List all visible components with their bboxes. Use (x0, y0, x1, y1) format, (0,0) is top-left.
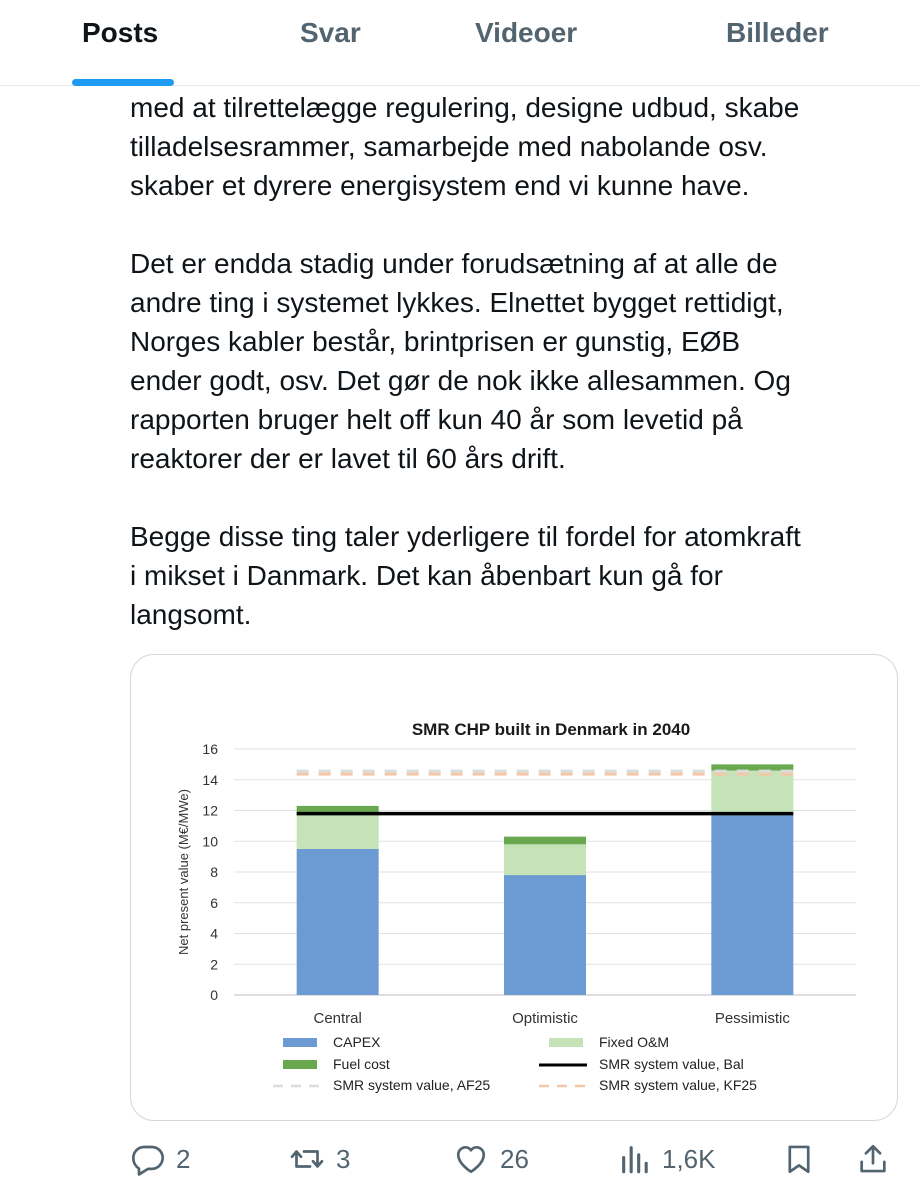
profile-tabs (0, 0, 920, 86)
y-tick-label: 16 (202, 741, 218, 757)
like-button[interactable] (452, 1136, 529, 1182)
legend-swatch (283, 1060, 317, 1069)
y-tick-label: 14 (202, 771, 218, 788)
x-tick-label: Pessimistic (714, 1010, 790, 1027)
y-tick-label: 10 (202, 833, 218, 850)
post-text (130, 88, 900, 634)
legend-swatch (549, 1038, 583, 1047)
bar-capex (711, 815, 793, 995)
reply-icon (130, 1141, 166, 1177)
bar-fixed-o-m (297, 812, 379, 849)
tab-billeder[interactable]: Billeder (726, 17, 829, 48)
bookmark-button[interactable] (782, 1136, 816, 1182)
share-icon (856, 1141, 890, 1177)
x-tick-label: Optimistic (512, 1010, 578, 1027)
legend-label: Fixed O&M (599, 1034, 670, 1050)
chart-title: SMR CHP built in Denmark in 2040 (411, 720, 691, 739)
tab-svar[interactable]: Svar (300, 17, 361, 48)
bar-capex (297, 849, 379, 995)
repost-count: 3 (336, 1143, 351, 1174)
text-line: andre ting i systemet lykkes. Elnettet bygget rettidigt, (130, 287, 784, 318)
x-tick-label: Central (313, 1010, 362, 1027)
post-paragraph (130, 517, 900, 634)
chart (131, 655, 898, 1121)
heart-icon (452, 1141, 490, 1177)
legend-swatch (283, 1038, 317, 1047)
legend-label: SMR system value, AF25 (333, 1077, 491, 1093)
views-count: 1,6K (662, 1143, 716, 1174)
text-line: med at tilrettelægge regulering, designe udbud, skabe (130, 92, 800, 123)
reply-count: 2 (176, 1143, 191, 1174)
legend-label: SMR system value, Bal (599, 1056, 744, 1072)
text-line: Norges kabler består, brintprisen er gunstig, EØB (130, 326, 741, 357)
text-line: reaktorer der er lavet til 60 års drift. (130, 443, 566, 474)
bar-fuel-cost (297, 806, 379, 812)
share-button[interactable] (856, 1136, 890, 1182)
views-icon (618, 1141, 652, 1177)
text-line: rapporten bruger helt off kun 40 år som levetid på (130, 404, 743, 435)
post-paragraph (130, 88, 900, 205)
legend-label: Fuel cost (333, 1056, 390, 1072)
text-line: Det er endda stadig under forudsætning af at alle de (130, 248, 778, 279)
repost-button[interactable] (288, 1136, 350, 1182)
bar-fixed-o-m (711, 771, 793, 816)
like-count: 26 (500, 1143, 529, 1174)
post-paragraph (130, 244, 900, 478)
text-line: langsomt. (130, 599, 252, 630)
reply-button[interactable] (130, 1136, 190, 1182)
y-axis-label: Net present value (M€/MWe) (176, 789, 191, 955)
bar-fuel-cost (504, 837, 586, 845)
text-line: skaber et dyrere energisystem end vi kunne have. (130, 170, 750, 201)
text-line: i mikset i Danmark. Det kan åbenbart kun gå for (130, 560, 723, 591)
y-tick-label: 0 (210, 987, 218, 1003)
tab-posts[interactable]: Posts (82, 17, 159, 48)
tab-videoer[interactable]: Videoer (475, 17, 578, 48)
bar-fixed-o-m (504, 844, 586, 875)
text-line: Begge disse ting taler yderligere til fordel for atomkraft (130, 521, 801, 552)
y-tick-label: 6 (210, 894, 218, 911)
bar-capex (504, 875, 586, 995)
y-tick-label: 12 (202, 802, 218, 819)
post-media-image[interactable] (130, 654, 898, 1121)
legend-label: SMR system value, KF25 (599, 1077, 757, 1093)
text-line: ender godt, osv. Det gør de nok ikke allesammen. Og (130, 365, 791, 396)
y-tick-label: 4 (210, 925, 218, 942)
bookmark-icon (782, 1141, 816, 1177)
y-tick-label: 2 (210, 956, 218, 973)
y-tick-label: 8 (210, 864, 218, 880)
legend-label: CAPEX (333, 1034, 381, 1050)
post-actions (0, 1136, 920, 1186)
active-tab-indicator (72, 79, 174, 86)
views-button[interactable] (618, 1136, 716, 1182)
repost-icon (288, 1141, 326, 1177)
text-line: tilladelsesrammer, samarbejde med nabolande osv. (130, 131, 768, 162)
